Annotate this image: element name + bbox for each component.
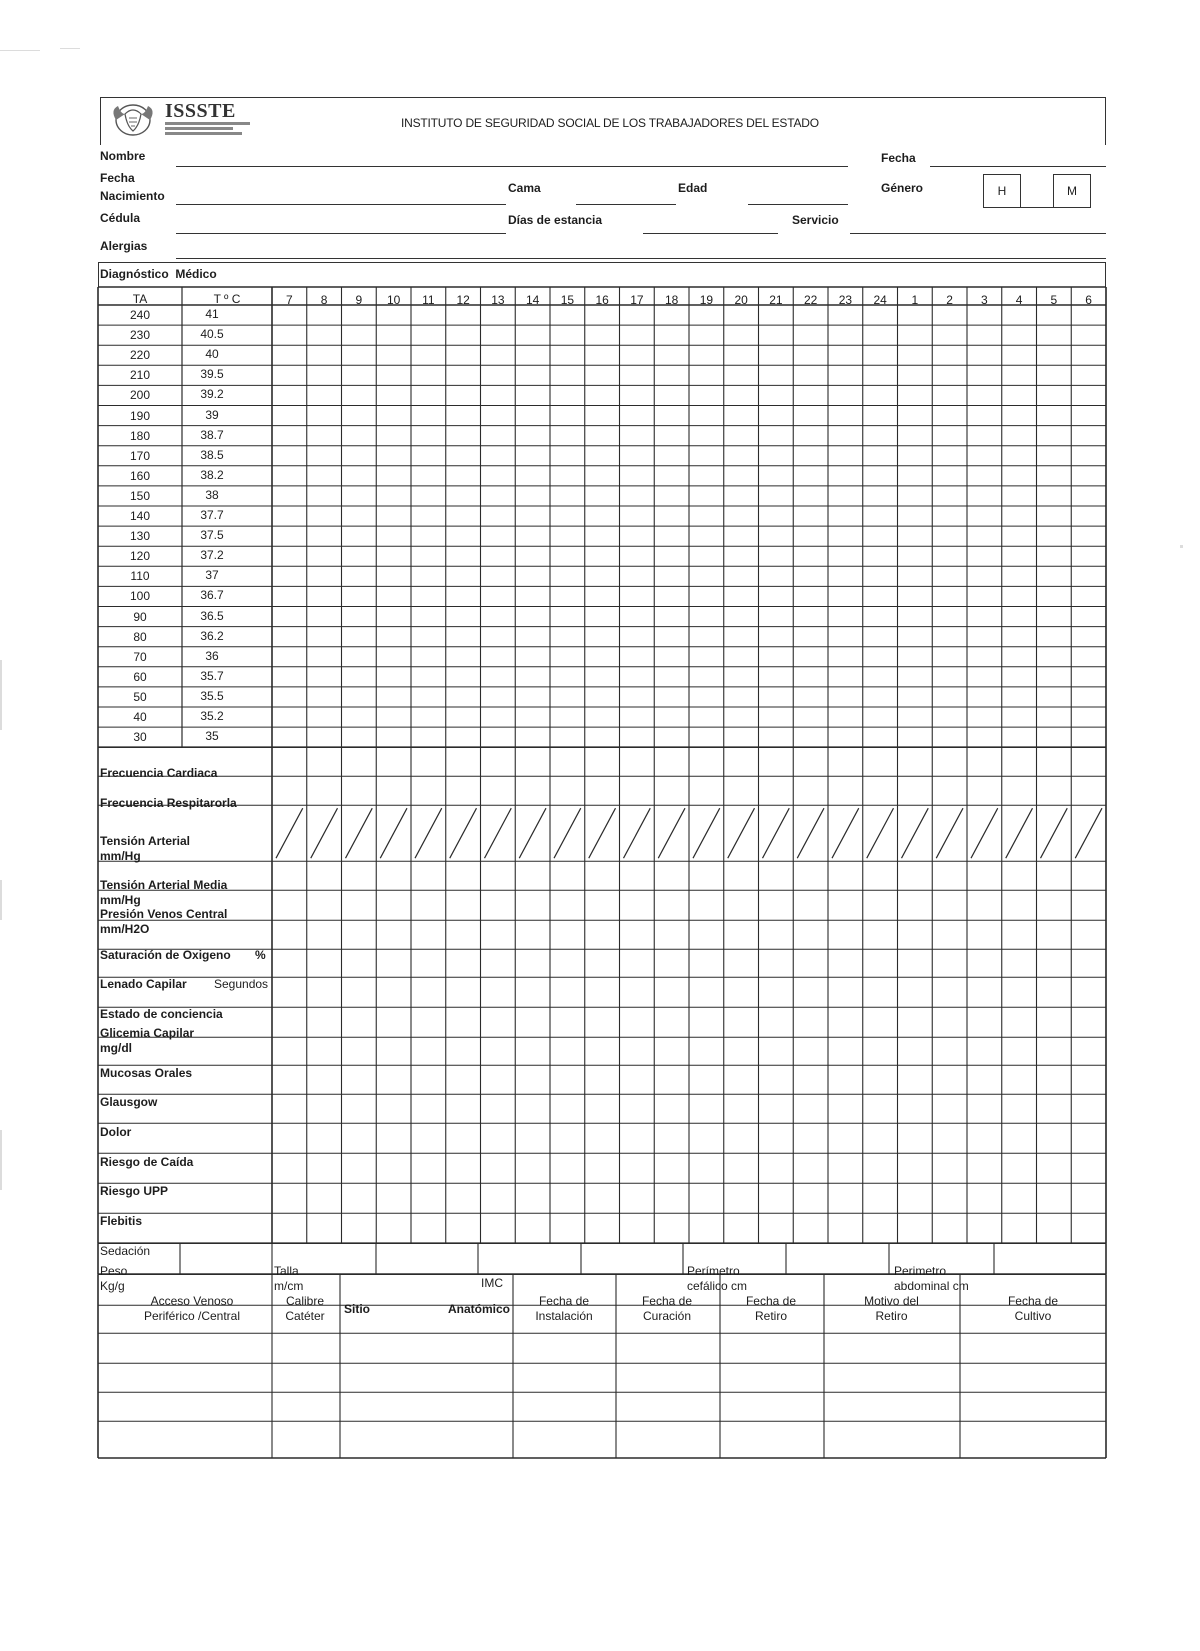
ta-scale-value: 40 (133, 710, 147, 724)
temperature-scale-value: 38.2 (200, 467, 224, 482)
servicio-field[interactable] (850, 233, 1106, 234)
cateter-text: Catéter (285, 1309, 325, 1323)
ta-scale-value: 170 (129, 448, 151, 463)
ta-scale-value: 120 (129, 549, 151, 564)
estado-conciencia-label: Estado de conciencia (100, 1007, 223, 1021)
peso-unit: Kg/g (100, 1279, 125, 1293)
hour-header: 16 (595, 293, 609, 307)
temperature-scale-value: 35.7 (200, 668, 224, 683)
presion-venosa-central-unit: mm/H2O (100, 922, 150, 936)
tension-arterial-diagonal (902, 808, 929, 858)
genero-m-box[interactable] (1053, 174, 1091, 208)
genero-h-text: H (997, 184, 1007, 198)
tension-arterial-diagonal (311, 808, 338, 858)
saturacion-oxigeno-unit: % (255, 948, 266, 962)
talla-unit: m/cm (274, 1279, 304, 1293)
temperature-scale-value: 38 (205, 487, 219, 502)
hour-header: 22 (803, 293, 818, 307)
temperature-scale-value: 41 (205, 307, 219, 321)
tension-arterial-diagonal (485, 808, 512, 858)
fecha-cultivo-text: Fecha de (1007, 1294, 1059, 1308)
ta-column-header: TA (132, 292, 148, 306)
hour-header: 1 (911, 293, 919, 307)
edad-label: Edad (678, 181, 708, 195)
temperature-scale-value: 37 (205, 568, 219, 583)
temperature-scale-value: 38.5 (200, 447, 224, 462)
tension-arterial-diagonal (832, 808, 859, 858)
diagnostico-text: Diagnóstico (100, 267, 169, 281)
dias-estancia-field[interactable] (643, 233, 778, 234)
temperature-scale-value: 35.5 (200, 688, 224, 703)
hour-header: 5 (1050, 293, 1058, 307)
nombre-field[interactable] (176, 166, 848, 167)
temperature-scale-value: 40.5 (200, 327, 224, 342)
ta-scale-value: 130 (129, 529, 151, 544)
acceso-venoso-text: Acceso Venoso (150, 1294, 234, 1308)
ta-scale-value: 80 (133, 629, 147, 644)
tension-arterial-diagonal (693, 808, 720, 858)
hour-header: 4 (1015, 293, 1023, 307)
tension-arterial-media-unit: mm/Hg (100, 893, 141, 907)
scan-mark (0, 50, 40, 51)
scan-mark (0, 1130, 2, 1190)
tension-arterial-diagonal (624, 808, 651, 858)
temperature-scale-value: 36.7 (200, 588, 224, 603)
nombre-label: Nombre (100, 149, 146, 163)
ta-scale-value: 230 (129, 328, 151, 343)
hour-header: 14 (525, 293, 540, 307)
ta-scale-value: 140 (129, 509, 151, 523)
temperature-scale-value: 39 (205, 407, 219, 422)
form-header (100, 97, 1106, 145)
hour-header: 15 (560, 293, 575, 307)
sitio-header: Sitio (344, 1302, 370, 1316)
alergias-label: Alergias (100, 239, 148, 253)
temperature-scale-value: 36.2 (200, 628, 224, 643)
peso-label (100, 1264, 127, 1294)
fecha-instalacion-subtext: Instalación (535, 1309, 593, 1323)
tension-arterial-label (100, 834, 190, 864)
hour-header: 2 (946, 293, 953, 307)
tension-arterial-diagonal (658, 808, 685, 858)
glasgow-label: Glausgow (100, 1095, 158, 1109)
tension-arterial-diagonal (1006, 808, 1033, 858)
hour-header: 21 (769, 293, 783, 307)
ta-scale-value: 60 (133, 669, 147, 684)
edad-field[interactable] (748, 204, 848, 205)
hour-header: 11 (422, 293, 435, 307)
imc-label: IMC (481, 1276, 503, 1290)
hour-header: 8 (320, 293, 328, 307)
genero-label: Género (881, 181, 924, 195)
talla-label (274, 1264, 303, 1294)
fecha-curacion-header (616, 1294, 718, 1324)
temperature-scale-value: 37.5 (200, 528, 224, 543)
ta-scale-value: 210 (129, 368, 151, 383)
scan-mark (60, 48, 80, 49)
fecha-retiro-subtext: Retiro (754, 1309, 787, 1323)
calibre-text: Calibre (285, 1294, 324, 1308)
tension-arterial-diagonal (519, 808, 546, 858)
hour-header: 7 (286, 293, 293, 307)
temperature-scale-value: 36 (205, 648, 219, 663)
glicemia-capilar-text: Glicemia Capilar (100, 1026, 195, 1040)
diagnostico-box[interactable] (98, 262, 1106, 287)
tension-arterial-diagonal (380, 808, 407, 858)
tension-arterial-unit: mm/Hg (100, 849, 141, 863)
talla-text: Talla (274, 1264, 299, 1278)
temperature-scale-value: 35 (205, 729, 219, 744)
hour-header: 12 (456, 293, 470, 307)
scan-mark (1180, 545, 1183, 548)
genero-h-box[interactable] (983, 174, 1021, 208)
diagnostico-label (100, 266, 217, 283)
fecha-curacion-text: Fecha de (641, 1294, 693, 1308)
fecha-nacimiento-label-1: Fecha (100, 171, 135, 185)
motivo-retiro-text: Motivo del (864, 1294, 919, 1308)
hour-header: 19 (699, 293, 714, 307)
fecha-nacimiento-label-2: Nacimiento (100, 189, 165, 203)
riesgo-caida-label: Riesgo de Caída (100, 1155, 194, 1169)
tension-arterial-diagonal (346, 808, 373, 858)
hour-header: 3 (981, 293, 988, 307)
perimetro-cefalico-text: Perímetro (687, 1264, 740, 1278)
genero-divider (1021, 207, 1053, 208)
temperature-scale-value: 38.7 (200, 427, 224, 442)
alergias-field[interactable] (176, 258, 1106, 259)
hour-header: 20 (734, 293, 748, 307)
perimetro-abdominal-text: Perimetro (894, 1264, 947, 1278)
temperature-scale-value: 40 (205, 347, 219, 362)
fecha-nacimiento-field[interactable] (176, 204, 506, 205)
sedacion-label: Sedación (100, 1244, 151, 1258)
temperature-scale-value: 39.5 (200, 367, 224, 382)
medico-text: Médico (175, 267, 217, 281)
llenado-capilar-unit: Segundos (214, 977, 269, 991)
glicemia-capilar-unit: mg/dl (100, 1041, 132, 1055)
servicio-label: Servicio (792, 213, 839, 227)
ta-scale-value: 160 (129, 468, 151, 483)
eagle-emblem-icon (105, 100, 161, 140)
ta-scale-value: 70 (133, 649, 147, 664)
perimetro-abdominal-label (894, 1264, 969, 1294)
fecha-instalacion-text: Fecha de (538, 1294, 590, 1308)
acceso-venoso-subtext: Periférico /Central (143, 1309, 241, 1323)
ta-scale-value: 110 (130, 569, 150, 584)
hour-header: 6 (1085, 293, 1092, 307)
tension-arterial-media-label (100, 878, 227, 908)
ta-scale-value: 190 (129, 408, 151, 423)
peso-text: Peso (100, 1264, 128, 1278)
temperature-scale-value: 37.2 (200, 548, 224, 563)
tension-arterial-diagonal (450, 808, 477, 858)
fecha-retiro-text: Fecha de (745, 1294, 797, 1308)
tension-arterial-diagonal (971, 808, 998, 858)
perimetro-cefalico-label (687, 1264, 747, 1294)
ta-scale-value: 50 (133, 689, 147, 704)
tension-arterial-diagonal (415, 808, 442, 858)
fecha-label: Fecha (881, 151, 916, 165)
temperature-scale-value: 37.7 (200, 508, 224, 522)
institution-name: INSTITUTO DE SEGURIDAD SOCIAL DE LOS TRABAJADORES DEL ESTADO (401, 116, 819, 130)
hour-header: 23 (838, 293, 853, 307)
glicemia-capilar-label (100, 1026, 194, 1056)
temperature-scale-value: 36.5 (200, 608, 224, 623)
tension-arterial-diagonal (1041, 808, 1068, 858)
fecha-curacion-subtext: Curación (642, 1309, 692, 1323)
llenado-capilar-label: Lenado Capilar (100, 977, 187, 991)
ta-scale-value: 240 (129, 308, 151, 322)
tension-arterial-diagonal (797, 808, 824, 858)
presion-venosa-central-text: Presión Venos Central (100, 907, 228, 921)
tension-arterial-text: Tensión Arterial (100, 834, 191, 848)
tension-arterial-diagonal (867, 808, 894, 858)
fecha-instalacion-header (513, 1294, 615, 1324)
frecuencia-respiratoria-label: Frecuencia Respitarorla (100, 796, 237, 810)
tension-arterial-media-text: Tensión Arterial Media (100, 878, 228, 892)
dias-estancia-label: Días de estancia (508, 213, 603, 227)
tension-arterial-diagonal (936, 808, 963, 858)
riesgo-upp-label: Riesgo UPP (100, 1184, 169, 1198)
tension-arterial-diagonal (728, 808, 755, 858)
hour-header: 17 (630, 293, 644, 307)
dolor-label: Dolor (100, 1125, 132, 1139)
hour-header: 10 (386, 293, 401, 307)
ta-scale-value: 30 (133, 730, 147, 745)
fecha-field[interactable] (930, 166, 1106, 167)
temperature-scale-value: 35.2 (200, 709, 224, 723)
logo-wordmark: ISSSTE (165, 100, 236, 122)
fecha-cultivo-subtext: Cultivo (1014, 1309, 1052, 1323)
hour-header: 13 (491, 293, 505, 307)
ta-scale-value: 180 (129, 428, 151, 443)
ta-scale-value: 90 (133, 609, 147, 624)
hour-header: 9 (355, 293, 363, 307)
cama-field[interactable] (576, 204, 676, 205)
fecha-cultivo-header (960, 1294, 1106, 1324)
ta-scale-value: 150 (129, 488, 151, 503)
cedula-label: Cédula (100, 211, 141, 225)
perimetro-cefalico-unit: cefálico cm (687, 1279, 748, 1293)
tension-arterial-diagonal (763, 808, 790, 858)
hour-header: 24 (873, 293, 887, 307)
tension-arterial-diagonal (276, 808, 303, 858)
logo-subtitle-lines (165, 122, 250, 137)
tension-arterial-diagonal (1075, 808, 1102, 858)
scan-mark (0, 880, 2, 920)
cama-label: Cama (508, 181, 541, 195)
ta-scale-value: 200 (129, 388, 151, 403)
issste-logo (105, 100, 255, 140)
acceso-venoso-header (112, 1294, 272, 1324)
mucosas-orales-label: Mucosas Orales (100, 1066, 193, 1080)
flebitis-label: Flebitis (100, 1214, 143, 1228)
tension-arterial-diagonal (554, 808, 581, 858)
motivo-retiro-header (824, 1294, 959, 1324)
tension-arterial-diagonal (589, 808, 616, 858)
ta-scale-value: 220 (129, 348, 151, 363)
genero-m-text: M (1067, 184, 1077, 198)
motivo-retiro-subtext: Retiro (875, 1309, 908, 1323)
scan-mark (0, 660, 2, 730)
frecuencia-cardiaca-label: Frecuencia Cardiaca (100, 766, 218, 780)
temperature-column-header: T º C (213, 292, 241, 306)
anatomico-header: Anatómico (448, 1302, 511, 1316)
cedula-field[interactable] (176, 233, 506, 234)
ta-scale-value: 100 (129, 589, 151, 604)
calibre-cateter-header (272, 1294, 338, 1324)
fecha-retiro-header (720, 1294, 822, 1324)
temperature-scale-value: 39.2 (200, 387, 224, 402)
presion-venosa-central-label (100, 907, 227, 937)
hour-header: 18 (664, 293, 679, 307)
saturacion-oxigeno-label: Saturación de Oxigeno (100, 948, 231, 962)
perimetro-abdominal-unit: abdominal cm (894, 1279, 969, 1293)
